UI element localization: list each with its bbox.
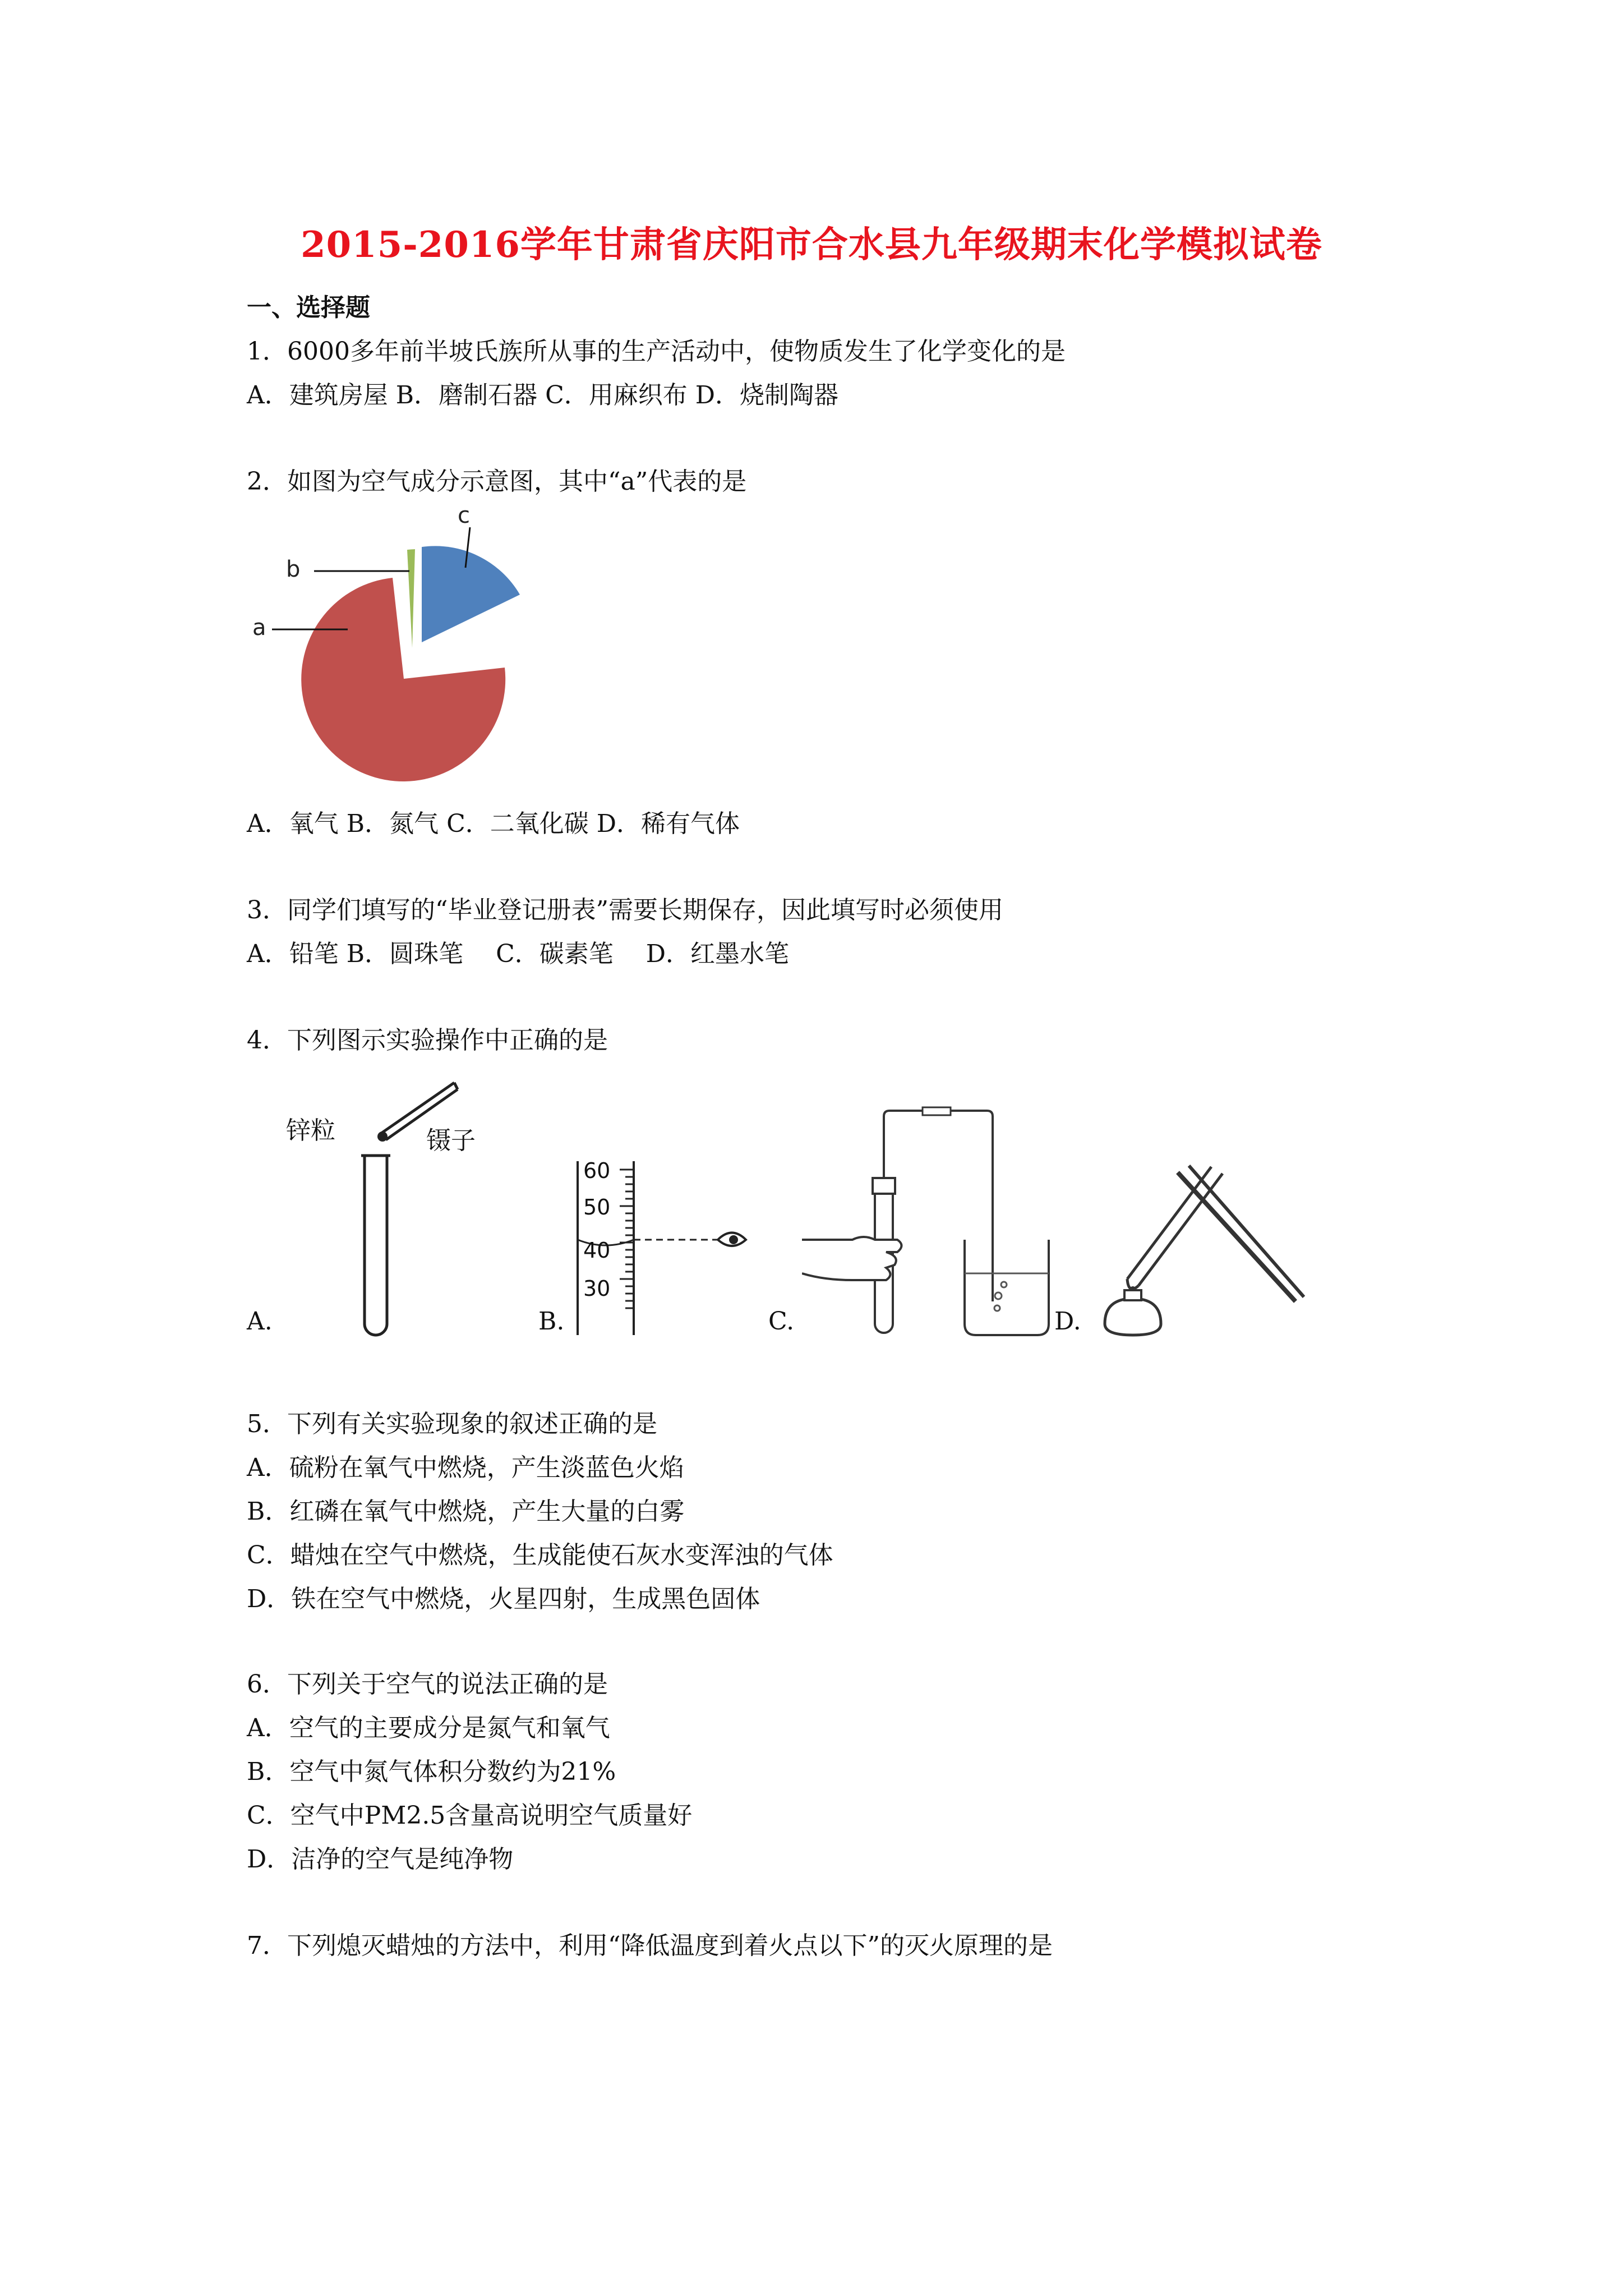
pie-label-a: a (252, 615, 266, 641)
figure-a-test-tube-tweezers (286, 1077, 522, 1346)
figure-d-label: D. (1054, 1307, 1081, 1336)
question-5-option-a: A．硫粉在氧气中燃烧，产生淡蓝色火焰 (247, 1453, 684, 1482)
question-2-stem: 2．如图为空气成分示意图，其中“a”代表的是 (247, 467, 747, 496)
hand-icon (802, 1237, 902, 1280)
question-1-options: A．建筑房屋 B．磨制石器 C．用麻织布 D．烧制陶器 (247, 381, 839, 409)
question-3-stem: 3．同学们填写的“毕业登记册表”需要长期保存，因此填写时必须使用 (247, 896, 1003, 924)
question-6-option-b: B．空气中氮气体积分数约为21% (247, 1757, 616, 1786)
pie-label-c: c (458, 505, 470, 528)
alcohol-lamp (1105, 1299, 1161, 1335)
tick-40: 40 (583, 1238, 611, 1263)
question-5-option-d: D．铁在空气中燃烧，火星四射，生成黑色固体 (247, 1585, 760, 1613)
tick-50: 50 (583, 1195, 611, 1220)
label-tweezers: 镊子 (426, 1126, 476, 1155)
figure-a-label: A. (247, 1307, 273, 1336)
question-4-stem: 4．下列图示实验操作中正确的是 (247, 1026, 608, 1055)
question-3-options: A．铅笔 B．圆珠笔 C．碳素笔 D．红墨水笔 (247, 940, 790, 968)
question-5-stem: 5．下列有关实验现象的叙述正确的是 (247, 1410, 657, 1438)
page-title: 2015-2016学年甘肃省庆阳市合水县九年级期末化学模拟试卷 (301, 224, 1322, 266)
figure-c-airtightness-check (802, 1099, 1060, 1346)
question-5-option-c: C．蜡烛在空气中燃烧，生成能使石灰水变浑浊的气体 (247, 1541, 833, 1570)
question-2-options: A．氧气 B．氮气 C．二氧化碳 D．稀有气体 (247, 809, 740, 838)
tick-30: 30 (583, 1276, 611, 1301)
figure-d-heating-test-tube (1094, 1156, 1307, 1341)
question-6-stem: 6．下列关于空气的说法正确的是 (247, 1670, 608, 1699)
question-6-option-c: C．空气中PM2.5含量高说明空气质量好 (247, 1801, 693, 1830)
pie-slice-c (422, 546, 520, 642)
question-6-option-d: D．洁净的空气是纯净物 (247, 1845, 514, 1874)
tick-60: 60 (583, 1158, 611, 1183)
air-composition-pie-figure (241, 505, 555, 797)
pie-label-b: b (286, 556, 301, 582)
figure-b-graduated-cylinder (566, 1156, 757, 1341)
question-7-stem: 7．下列熄灭蜡烛的方法中，利用“降低温度到着火点以下”的灭火原理的是 (247, 1931, 1053, 1960)
question-1-stem: 1．6000多年前半坡氏族所从事的生产活动中，使物质发生了化学变化的是 (247, 337, 1066, 366)
section-heading: 一、选择题 (247, 293, 370, 322)
figure-b-label: B. (538, 1307, 565, 1336)
figure-c-label: C. (768, 1307, 795, 1336)
label-zinc: 锌粒 (286, 1116, 335, 1145)
question-6-option-a: A．空气的主要成分是氮气和氧气 (247, 1714, 610, 1742)
question-5-option-b: B．红磷在氧气中燃烧，产生大量的白雾 (247, 1497, 685, 1526)
pie-slice-b (407, 549, 415, 648)
